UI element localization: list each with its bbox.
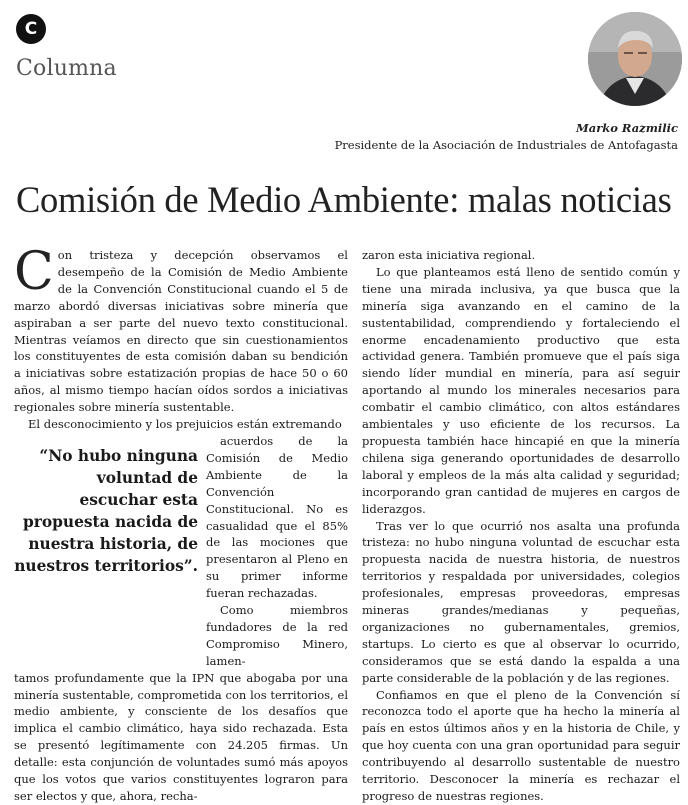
paragraph [14, 242, 348, 416]
paragraph: acuerdos de la Comisión de Medio Ambiente de la Convención Constitucional. No es casualidad que el 85% de las mociones que presentaron al Pleno en su primer informe fueran rechazadas. [206, 433, 348, 601]
paragraph: zaron esta iniciativa regional. [362, 248, 536, 262]
paragraph: Como miembros fundadores de la red Compromiso Minero, lamen- [206, 603, 348, 668]
paragraph: El desconocimiento y los prejuicios están extremando [28, 417, 342, 432]
paragraph-text: on tristeza y decepción observamos el desempeño de la Comisión de Medio Ambiente de la Convención Constitucional cuando el 5 de marzo abordó diversas iniciativas sobre minería que aspiraban a ser parte del nuevo texto constitucional. Mientras veíamos en directo que sin cuestionamientos los constituyentes de esta comisión daban su bendición a iniciativas sobre estatización propias de hace 50 o 60 años, al mismo tiempo hacían oídos sordos a iniciativas regionales sobre minería sustentable. [14, 248, 348, 415]
author-portrait-icon [588, 12, 682, 106]
section-label: Columna [16, 56, 117, 81]
headline: Comisión de Medio Ambiente: malas noticias [16, 179, 672, 220]
author-photo [588, 12, 682, 106]
paragraph: Confiamos en que el pleno de la Convención sí reconozca todo el aporte que ha hecho la minería al país en estos últimos años y en la historia de Chile, y que hoy cuenta con una gran oportunidad para seguir contribuyendo al desarrollo sustentable de nuestro territorio. Desconocer la minería es rechazar el progreso de nuestras regiones. [362, 687, 680, 803]
paragraph: Tras ver lo que ocurrió nos asalta una profunda tristeza: no hubo ninguna voluntad de escuchar esta propuesta nacida de nuestra historia, de nuestros territorios y respaldada por universidades, colegios profesionales, empresas proveedoras, empresas mineras grandes/medianas y pequeñas, organizaciones no gubernamentales, gremios, startups. Lo cierto es que al observar lo ocurrido, consideramos que se está dando la espalda a una parte considerable de la población y de las regiones. [362, 518, 680, 685]
paragraph: tamos profundamente que la IPN que abogaba por una minería sustentable, comprometida con los territorios, el medio ambiente, y consciente de los desafíos que implica el cambio climático, haya sido rechazada. Esta se presentó legítimamente con 24.205 firmas. Un detalle: esta conjunción de voluntades sumó más apoyos que los votos que varios constituyentes lograron para ser electos y que, ahora, recha- [14, 670, 348, 803]
paragraph: Lo que planteamos está lleno de sentido común y tiene una mirada inclusiva, ya que busca que la minería siga avanzando en el camino de la sustentabilidad, comprendiendo y fortaleciendo el enorme encadenamiento productivo que esta actividad genera. También promueve que el país siga siendo líder mundial en minería, para así seguir aportando al mundo los minerales necesarios para combatir el cambio climático, con altos estándares ambientales y uso eficiente de los recursos. La propuesta también hace hincapié en que la minería chilena siga generando oportunidades de desarrollo laboral y empleos de la más alta calidad y seguridad; incorporando gran cantidad de mujeres en cargos de liderazgos. [362, 264, 680, 516]
pull-quote: “No hubo ninguna voluntad de escuchar esta propuesta nacida de nuestra historia, de nuestros territorios”. [14, 446, 198, 575]
article-column-1 [14, 242, 348, 805]
author-role: Presidente de la Asociación de Industriales de Antofagasta [334, 138, 678, 152]
author-name: Marko Razmilic [576, 121, 678, 135]
drop-cap: C [14, 242, 54, 302]
article-column-2 [362, 247, 680, 805]
quote-row [14, 433, 348, 670]
column-badge: C [16, 14, 46, 44]
narrow-text [206, 433, 348, 670]
